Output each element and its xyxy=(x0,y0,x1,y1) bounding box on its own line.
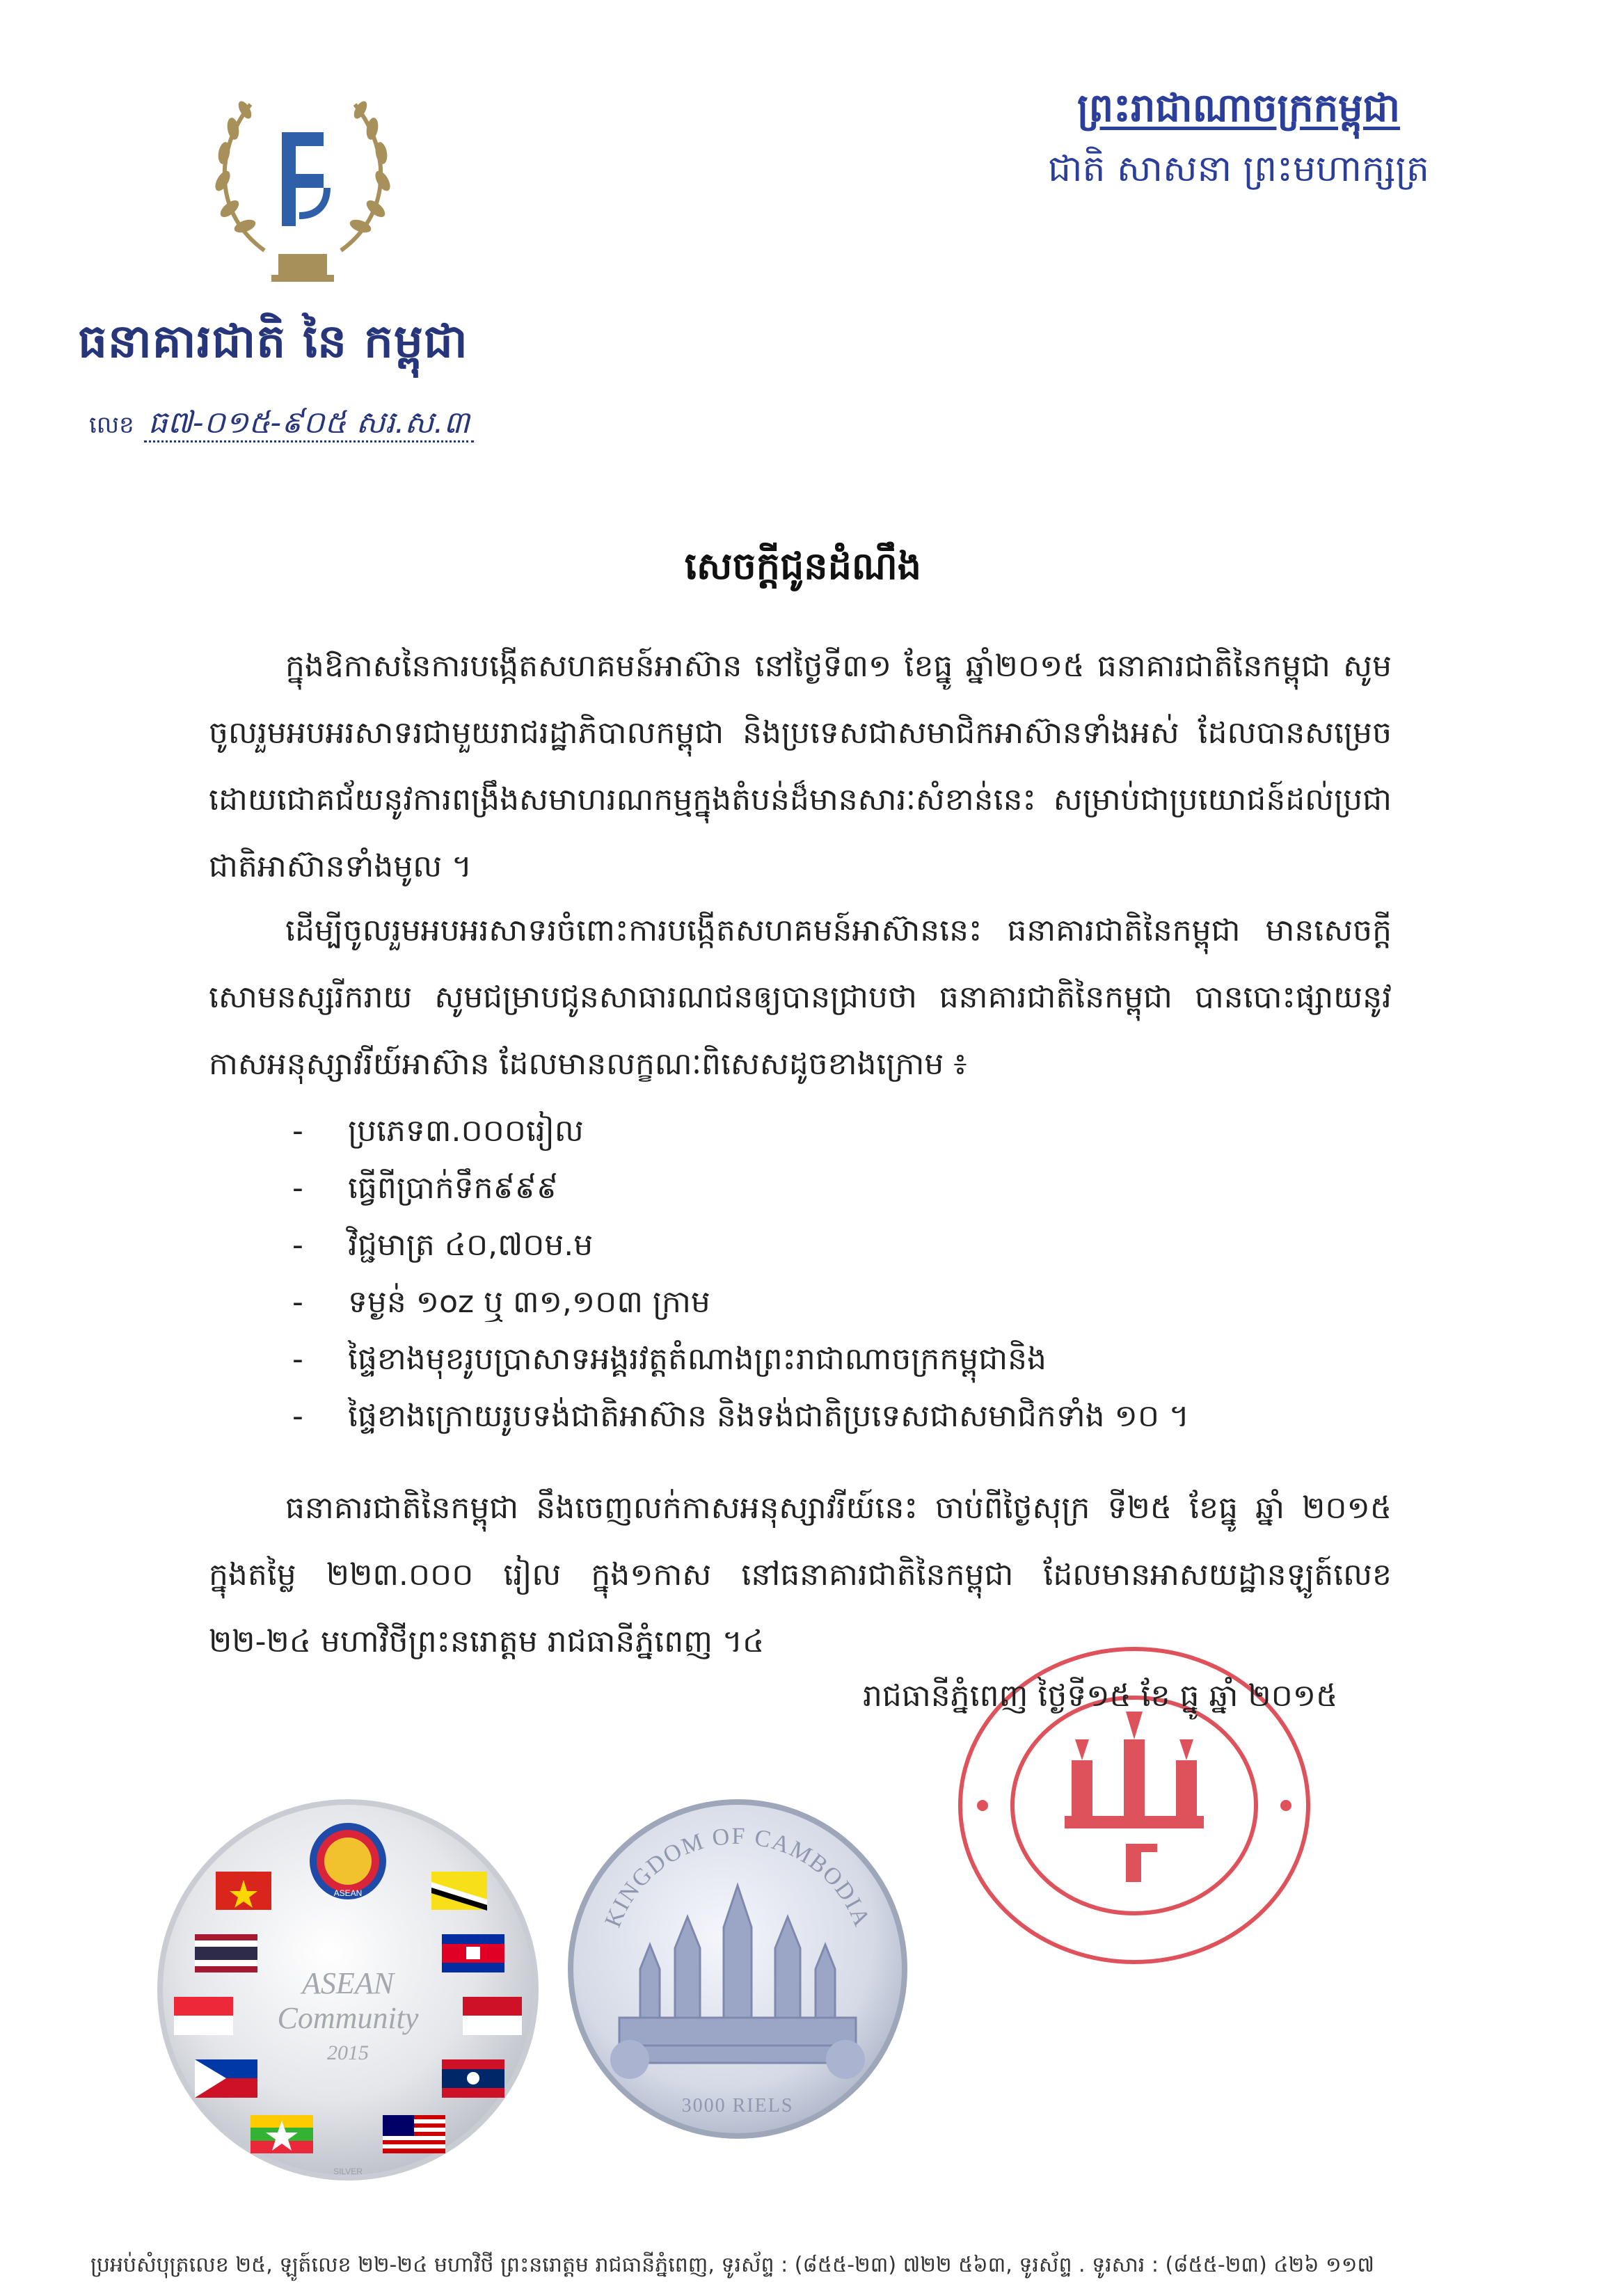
paragraph-2: ដើម្បីចូលរួមអបអរសាទរចំពោះការបង្កើតសហគមន៍អាស៊ាននេះ ធនាគារជាតិនៃកម្ពុជា មានសេចក្តីសោមនស្សរីករាយ សូមជម្រាបជូនសាធារណជនឲ្យបានជ្រាបថា ធនាគារជាតិនៃកម្ពុជា បានបោះផ្សាយនូវកាសអនុស្សាវរីយ៍អាស៊ាន ដែលមានលក្ខណៈពិសេសដូចខាងក្រោម ៖ xyxy=(209,913,1392,1082)
list-dash: - xyxy=(292,1170,303,1206)
spec-text: ផ្ទៃខាងមុខរូបប្រាសាទអង្គរវត្តតំណាងព្រះរាជាណាចក្រកម្ពុជានិង xyxy=(348,1341,1047,1377)
list-item xyxy=(292,1388,1406,1445)
list-item xyxy=(292,1217,1406,1274)
coin-text-silver: SILVER xyxy=(333,2167,363,2176)
spec-text: ផ្ទៃខាងក្រោយរូបទង់ជាតិអាស៊ាន និងទង់ជាតិប្រទេសជាសមាជិកទាំង ១០ ។ xyxy=(348,1398,1189,1434)
national-motto: ជាតិ សាសនា ព្រះមហាក្សត្រ xyxy=(1048,148,1429,190)
malaysia-flag xyxy=(383,2115,445,2153)
coin-back-image xyxy=(564,1795,912,2143)
spec-text: ធ្វើពីប្រាក់ទឹក៩៩៩ xyxy=(348,1170,559,1206)
document-title: សេចក្តីជូនដំណឹង xyxy=(684,544,922,588)
coin-text-denomination: 3000 RIELS xyxy=(681,2095,794,2116)
list-dash: - xyxy=(292,1398,303,1434)
spec-text: វិជ្ជមាត្រ ៤០,៧០ម.ម xyxy=(348,1227,594,1263)
reference-number-line xyxy=(89,404,660,448)
list-dash: - xyxy=(292,1284,303,1320)
brunei-flag xyxy=(431,1872,487,1911)
spec-text: ប្រភេទ៣.០០០រៀល xyxy=(348,1113,584,1149)
coin-text-year: 2015 xyxy=(327,2041,369,2064)
footer-address: ប្រអប់សំបុត្រលេខ ២៥, ឡូត៍លេខ ២២-២៤ មហាវិថី ព្រះនរោត្តម រាជធានីភ្នំពេញ, ទូរស័ព្ទ : (៨៥៥-២៣) ៧២២ ៥៦៣, ទូរស័ព្ទ . ទូរសារ : (៨៥៥-២៣) ៤២៦ ១១៧ xyxy=(90,2253,1375,2277)
vietnam-flag xyxy=(216,1872,271,1910)
coin-text-community: Community xyxy=(277,2001,419,2035)
spec-text: ទម្ងន់ ១oz ឬ ៣១,១០៣ ក្រាម xyxy=(348,1284,710,1320)
paragraph-1: ក្នុងឱកាសនៃការបង្កើតសហគមន៍អាស៊ាន នៅថ្ងៃទី៣១ ខែធ្នូ ឆ្នាំ២០១៥ ធនាគារជាតិនៃកម្ពុជា សូមចូលរួមអបអរសាទរជាមួយរាជរដ្ឋាភិបាលកម្ពុជា និងប្រទេសជាសមាជិកអាស៊ានទាំងអស់ ដែលបានសម្រេចដោយជោគជ័យនូវការពង្រឹងសមាហរណកម្មក្នុងតំបន់ដ៏មានសារៈសំខាន់នេះ សម្រាប់ជាប្រយោជន៍ដល់ប្រជាជាតិអាស៊ានទាំងមូល ។ xyxy=(209,648,1392,884)
coin-text-kingdom: KINGDOM OF CAMBODIA xyxy=(600,1823,875,1931)
kingdom-title: ព្រះរាជាណាចក្រកម្ពុជា xyxy=(1076,86,1401,131)
list-dash: - xyxy=(292,1227,303,1263)
date-line: រាជធានីភ្នំពេញ ថ្ងៃទី១៥ ខែ ធ្នូ ឆ្នាំ ២០១៥ xyxy=(863,1678,1338,1714)
myanmar-flag xyxy=(251,2115,313,2153)
bank-emblem xyxy=(202,77,404,299)
list-item xyxy=(292,1331,1406,1388)
list-dash: - xyxy=(292,1113,303,1149)
list-item xyxy=(292,1274,1406,1331)
coin-front-image xyxy=(153,1795,543,2185)
coin-text-asean: ASEAN xyxy=(302,1966,394,2000)
asean-emblem-label: ASEAN xyxy=(333,1888,363,1898)
indonesia-flag xyxy=(463,1997,522,2035)
laos-flag xyxy=(442,2059,504,2098)
list-item xyxy=(292,1103,1406,1160)
cambodia-flag xyxy=(442,1934,504,1972)
philippines-flag xyxy=(195,2059,257,2098)
singapore-flag xyxy=(174,1997,233,2035)
bank-name: ធនាគារជាតិ នៃ កម្ពុជា xyxy=(78,314,468,368)
list-item xyxy=(292,1160,1406,1217)
paragraph-3: ធនាគារជាតិនៃកម្ពុជា នឹងចេញលក់កាសអនុស្សាវរីយ៍នេះ ចាប់ពីថ្ងៃសុក្រ ទី២៥ ខែធ្នូ ឆ្នាំ ២០១៥ ក្នុងតម្លៃ ២២៣.០០០ រៀល ក្នុង១កាស នៅធនាគារជាតិនៃកម្ពុជា ដែលមានអាសយដ្ឋានឡូត៍លេខ ២២-២៤ មហាវិថីព្រះនរោត្តម រាជធានីភ្នំពេញ ។៤ xyxy=(209,1490,1392,1659)
reference-number: ធ៧-០១៥-៩០៥ សរ.ស.៣ xyxy=(144,405,474,443)
thailand-flag xyxy=(195,1934,257,1972)
coin-spec-list xyxy=(292,1103,1406,1445)
list-dash: - xyxy=(292,1341,303,1377)
reference-label: លេខ xyxy=(89,411,134,439)
